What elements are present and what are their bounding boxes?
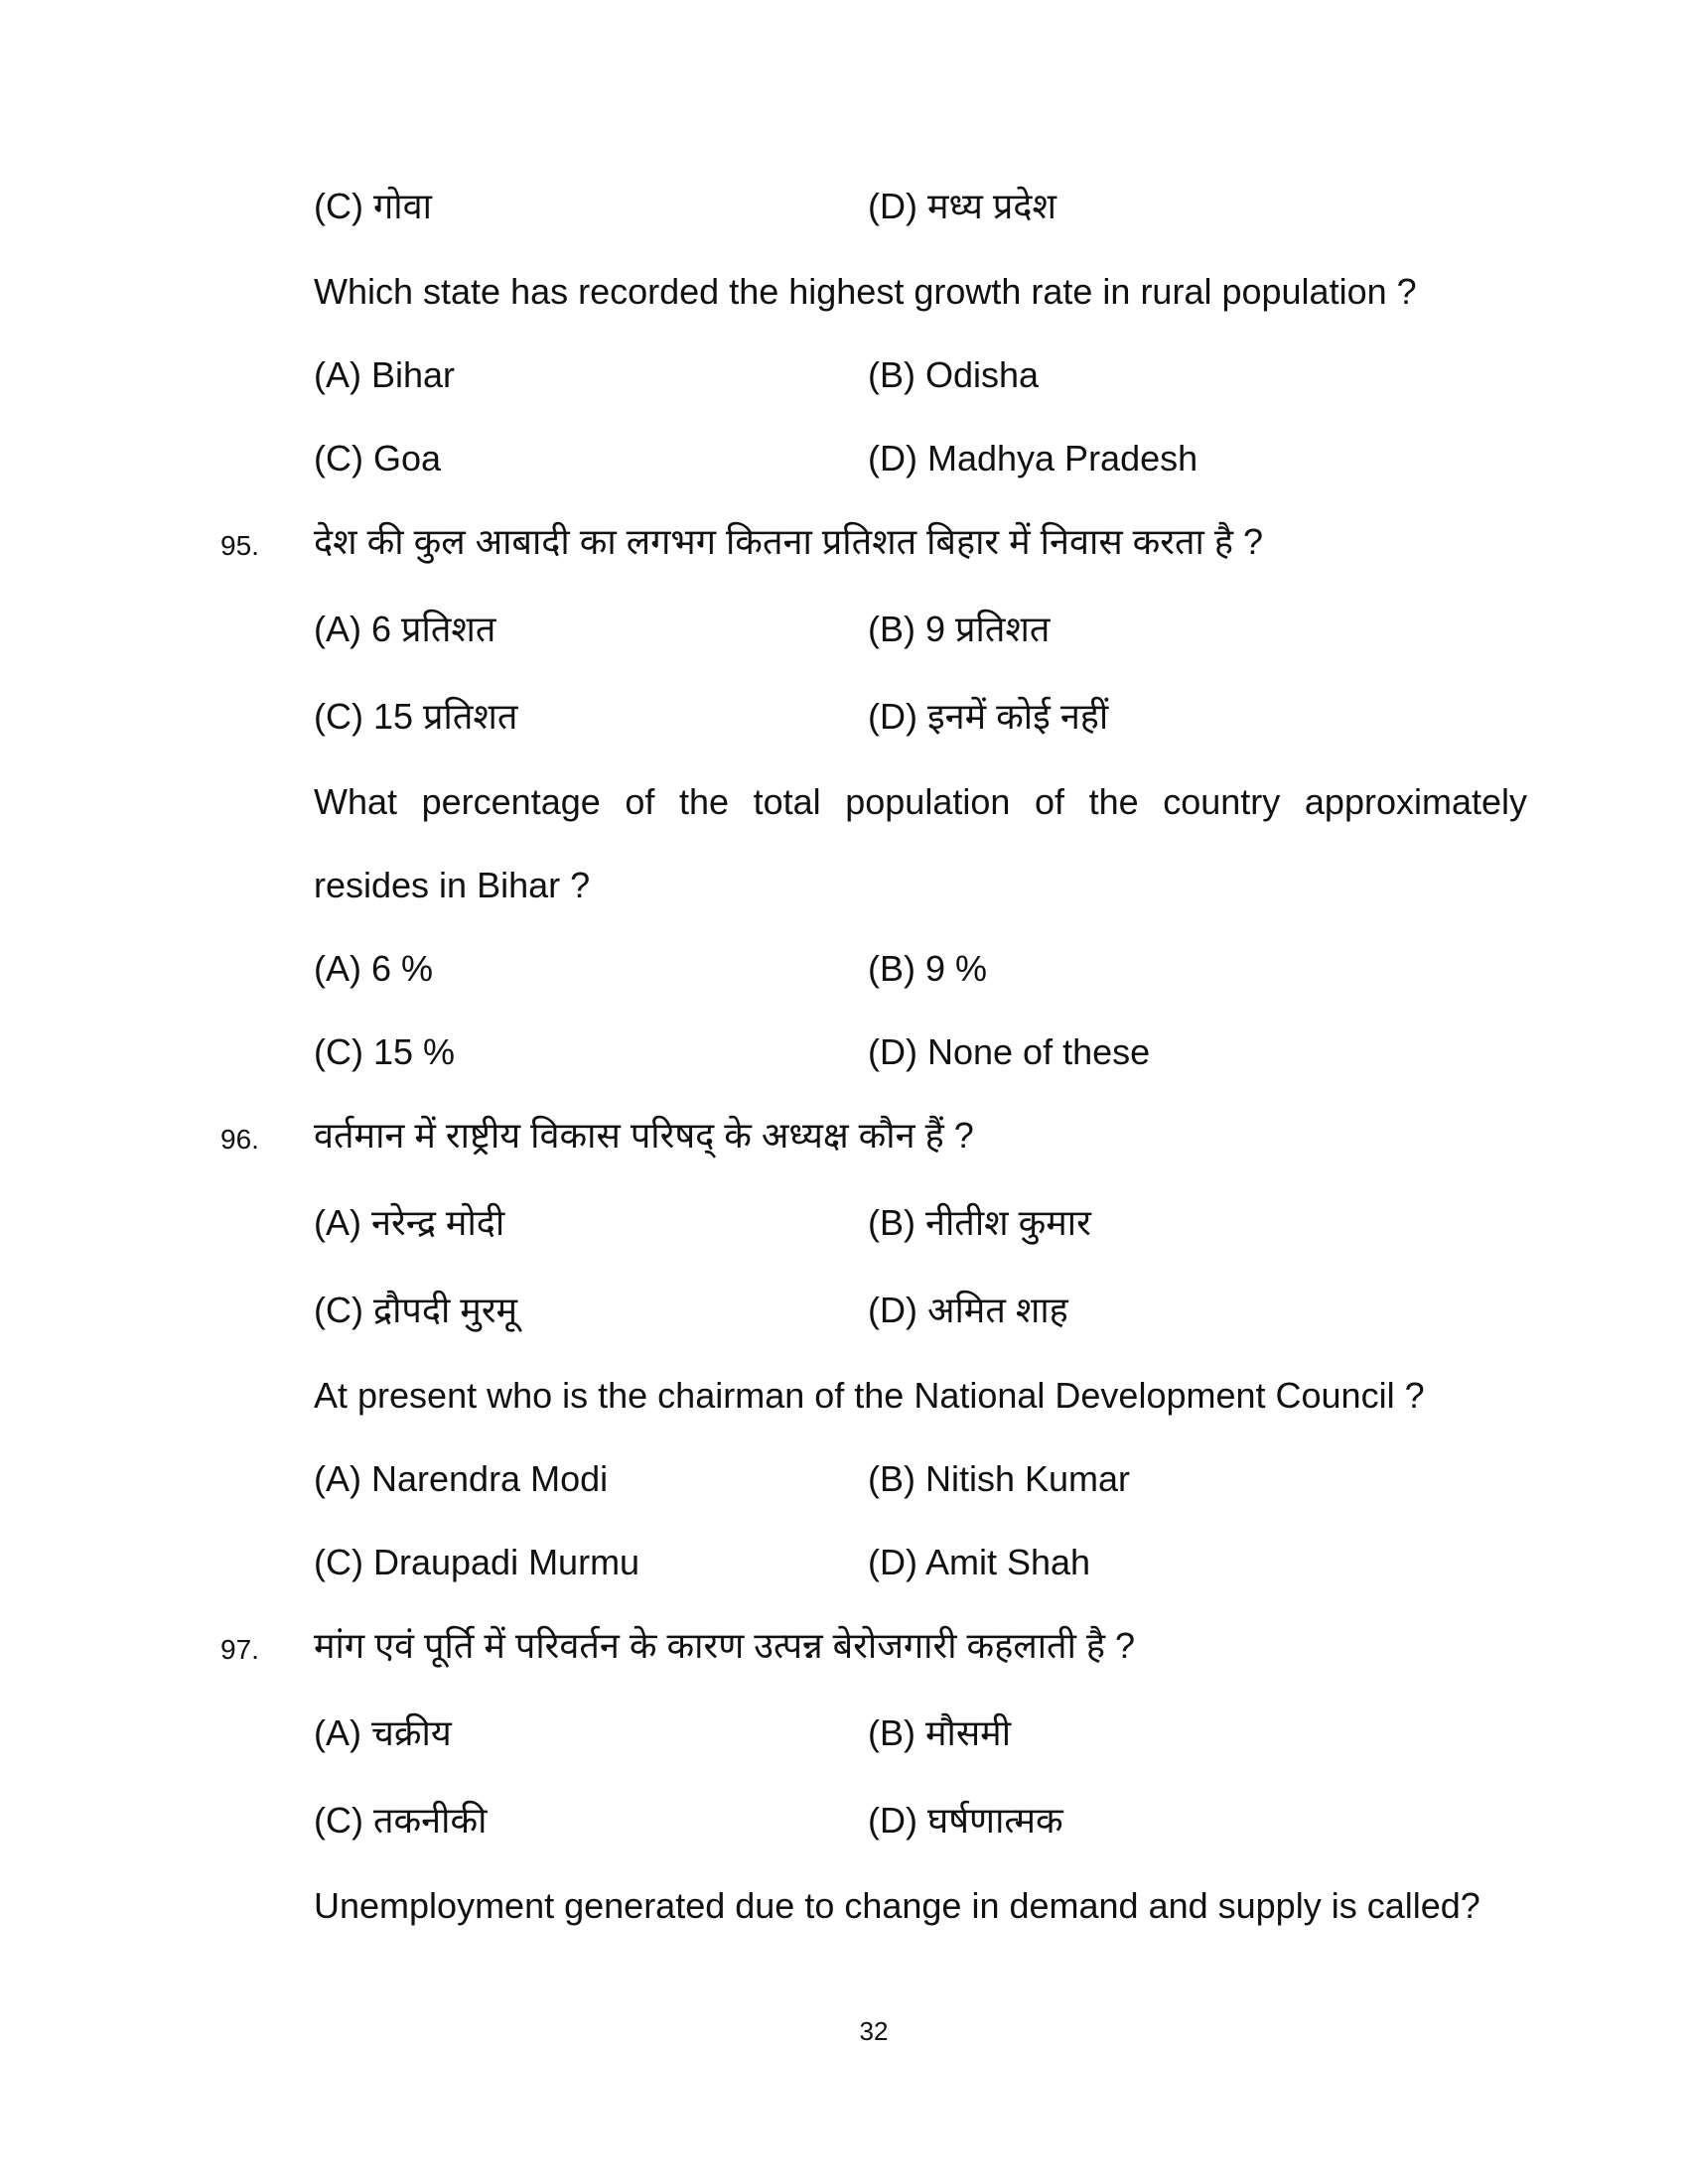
q96-hi-question: वर्तमान में राष्ट्रीय विकास परिषद् के अध्यक्ष कौन हैं ? bbox=[314, 1115, 974, 1156]
q96-en-option-b: (B) Nitish Kumar bbox=[868, 1458, 1131, 1499]
q94-en-option-d: (D) Madhya Pradesh bbox=[868, 438, 1198, 478]
q94-en-question: Which state has recorded the highest growth rate in rural population ? bbox=[314, 271, 1417, 312]
q96-hi-option-b: (B) नीतीश कुमार bbox=[868, 1202, 1091, 1243]
q95-en-option-a: (A) 6 % bbox=[314, 948, 434, 989]
q96-en-option-a: (A) Narendra Modi bbox=[314, 1458, 609, 1499]
page-number: 32 bbox=[859, 2016, 889, 2046]
q95-en-option-b: (B) 9 % bbox=[868, 948, 988, 989]
q97-hi-option-c: (C) तकनीकी bbox=[314, 1800, 488, 1841]
q97-hi-option-d: (D) घर्षणात्मक bbox=[868, 1800, 1063, 1841]
q96-en-option-c: (C) Draupadi Murmu bbox=[314, 1542, 640, 1582]
q95-hi-question: देश की कुल आबादी का लगभग कितना प्रतिशत बिहार में निवास करता है ? bbox=[314, 521, 1264, 562]
q96-en-option-d: (D) Amit Shah bbox=[868, 1542, 1091, 1582]
q97-hi-option-a: (A) चक्रीय bbox=[314, 1712, 452, 1753]
q94-en-option-c: (C) Goa bbox=[314, 438, 442, 478]
q94-hi-option-d: (D) मध्य प्रदेश bbox=[868, 186, 1057, 226]
q95-number: 95. bbox=[220, 530, 259, 561]
q95-hi-option-a: (A) 6 प्रतिशत bbox=[314, 609, 496, 649]
q96-number: 96. bbox=[220, 1124, 259, 1155]
q95-hi-option-c: (C) 15 प्रतिशत bbox=[314, 696, 518, 737]
q95-en-option-d: (D) None of these bbox=[868, 1031, 1151, 1072]
q97-number: 97. bbox=[220, 1634, 259, 1665]
q96-hi-option-a: (A) नरेन्द्र मोदी bbox=[314, 1202, 505, 1243]
q97-hi-question: मांग एवं पूर्ति में परिवर्तन के कारण उत्पन्न बेरोजगारी कहलाती है ? bbox=[314, 1625, 1136, 1666]
q96-en-question: At present who is the chairman of the National Development Council ? bbox=[314, 1375, 1425, 1416]
q95-en-option-c: (C) 15 % bbox=[314, 1031, 456, 1072]
q96-hi-option-d: (D) अमित शाह bbox=[868, 1290, 1068, 1330]
q94-hi-option-c: (C) गोवा bbox=[314, 186, 432, 226]
q95-en-question-line1: What percentage of the total population of the country approximately bbox=[314, 781, 1527, 822]
q97-en-question: Unemployment generated due to change in demand and supply is called? bbox=[314, 1885, 1480, 1926]
q96-hi-option-c: (C) द्रौपदी मुरमू bbox=[314, 1290, 518, 1330]
q95-hi-option-d: (D) इनमें कोई नहीं bbox=[868, 696, 1109, 737]
q97-hi-option-b: (B) मौसमी bbox=[868, 1712, 1012, 1753]
q94-en-option-a: (A) Bihar bbox=[314, 354, 456, 395]
q94-en-option-b: (B) Odisha bbox=[868, 354, 1040, 395]
q95-en-question-line2: resides in Bihar ? bbox=[314, 865, 591, 905]
q95-hi-option-b: (B) 9 प्रतिशत bbox=[868, 609, 1051, 649]
